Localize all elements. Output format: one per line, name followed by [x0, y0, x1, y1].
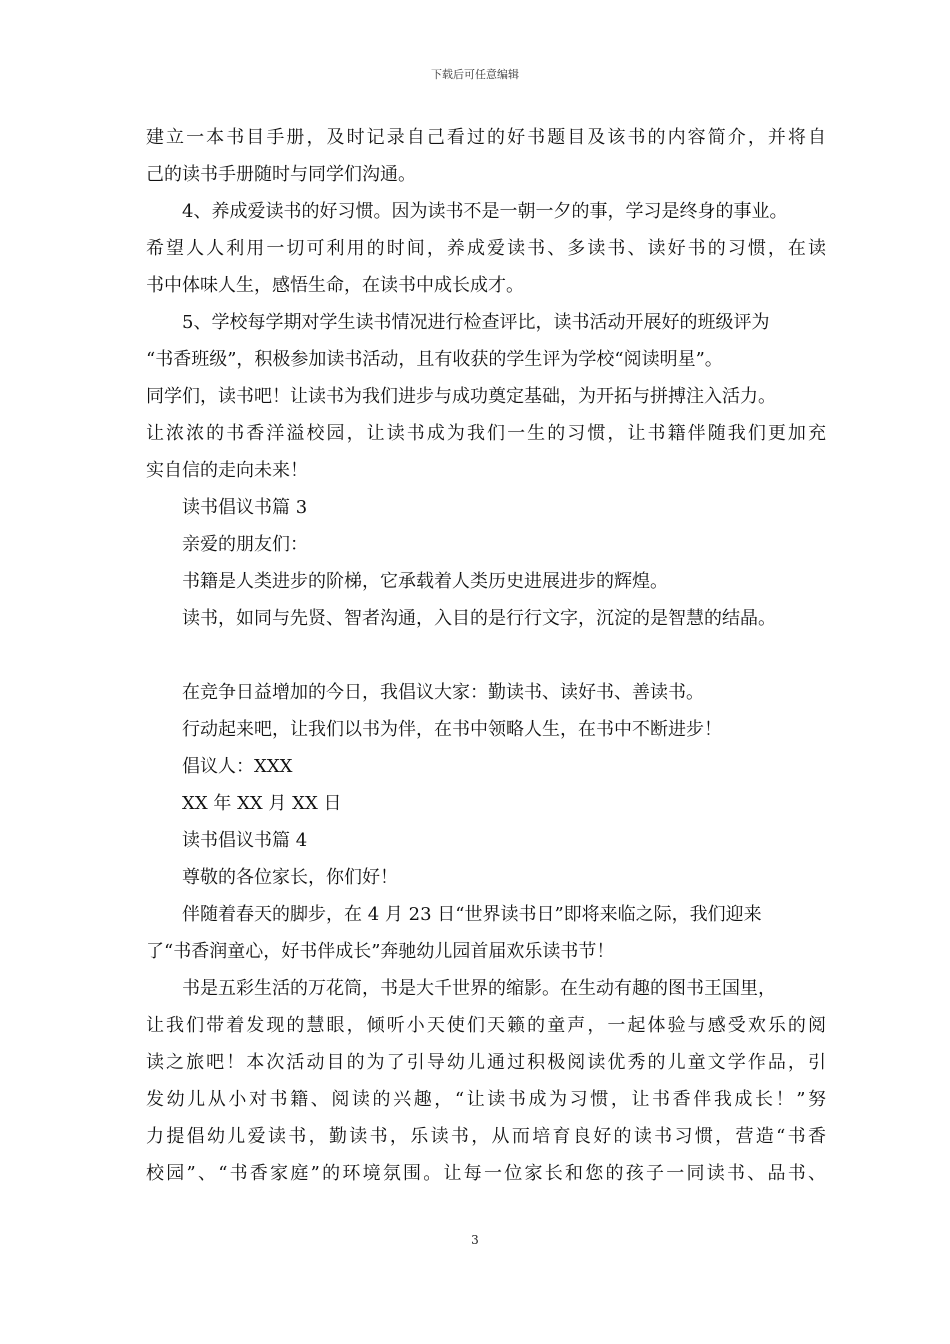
salutation: 尊敬的各位家长，你们好！ [182, 867, 398, 888]
body-line: 读书，如同与先贤、智者沟通，入目的是行行文字，沉淀的是智慧的结晶。 [182, 608, 776, 629]
body-line: 实自信的走向未来！ [146, 460, 308, 481]
document-body [146, 122, 826, 1195]
body-line: 校园”、“书香家庭”的环境氛围。让每一位家长和您的孩子一同读书、品书、 [146, 1163, 826, 1184]
salutation: 亲爱的朋友们： [182, 534, 308, 555]
body-line: 希望人人利用一切可利用的时间，养成爱读书、多读书、读好书的习惯，在读 [146, 238, 826, 259]
body-line: 让浓浓的书香洋溢校园，让读书成为我们一生的习惯，让书籍伴随我们更加充 [146, 423, 826, 444]
body-line: 书籍是人类进步的阶梯，它承载着人类历史进展进步的辉煌。 [182, 571, 668, 592]
signature-line: 倡议人：XXX [182, 756, 293, 777]
body-line: 4、养成爱读书的好习惯。因为读书不是一朝一夕的事，学习是终身的事业。 [182, 201, 788, 222]
section-heading: 读书倡议书篇 3 [182, 497, 308, 518]
section-heading: 读书倡议书篇 4 [182, 830, 308, 851]
body-line: 同学们，读书吧！让读书为我们进步与成功奠定基础，为开拓与拼搏注入活力。 [146, 386, 776, 407]
body-line: 伴随着春天的脚步，在 4 月 23 日“世界读书日”即将来临之际，我们迎来 [182, 904, 762, 925]
body-line: 让我们带着发现的慧眼，倾听小天使们天籁的童声，一起体验与感受欢乐的阅 [146, 1015, 826, 1036]
body-line: 读之旅吧！本次活动目的为了引导幼儿通过积极阅读优秀的儿童文学作品，引 [146, 1052, 826, 1073]
body-line: 发幼儿从小对书籍、阅读的兴趣，“让读书成为习惯，让书香伴我成长！”努 [146, 1089, 826, 1110]
page-number: 3 [471, 1233, 479, 1247]
date-line: XX 年 XX 月 XX 日 [182, 793, 342, 814]
body-line: 己的读书手册随时与同学们沟通。 [146, 164, 416, 185]
body-line: 了“书香润童心，好书伴成长”奔驰幼儿园首届欢乐读书节！ [146, 941, 615, 962]
body-line: 在竞争日益增加的今日，我倡议大家：勤读书、读好书、善读书。 [182, 682, 704, 703]
body-line: 行动起来吧，让我们以书为伴，在书中领略人生，在书中不断进步！ [182, 719, 722, 740]
body-line: 书中体味人生，感悟生命，在读书中成长成才。 [146, 275, 524, 296]
body-line: 5、学校每学期对学生读书情况进行检查评比，读书活动开展好的班级评为 [182, 312, 770, 333]
body-line: “书香班级”，积极参加读书活动，且有收获的学生评为学校“阅读明星”。 [146, 349, 723, 370]
blank-line [146, 640, 826, 677]
body-line: 力提倡幼儿爱读书，勤读书，乐读书，从而培育良好的读书习惯，营造“书香 [146, 1126, 826, 1147]
body-line: 书是五彩生活的万花筒，书是大千世界的缩影。在生动有趣的图书王国里， [182, 978, 776, 999]
body-line: 建立一本书目手册，及时记录自己看过的好书题目及该书的内容简介，并将自 [146, 127, 826, 148]
page-header: 下载后可任意编辑 [431, 68, 519, 81]
